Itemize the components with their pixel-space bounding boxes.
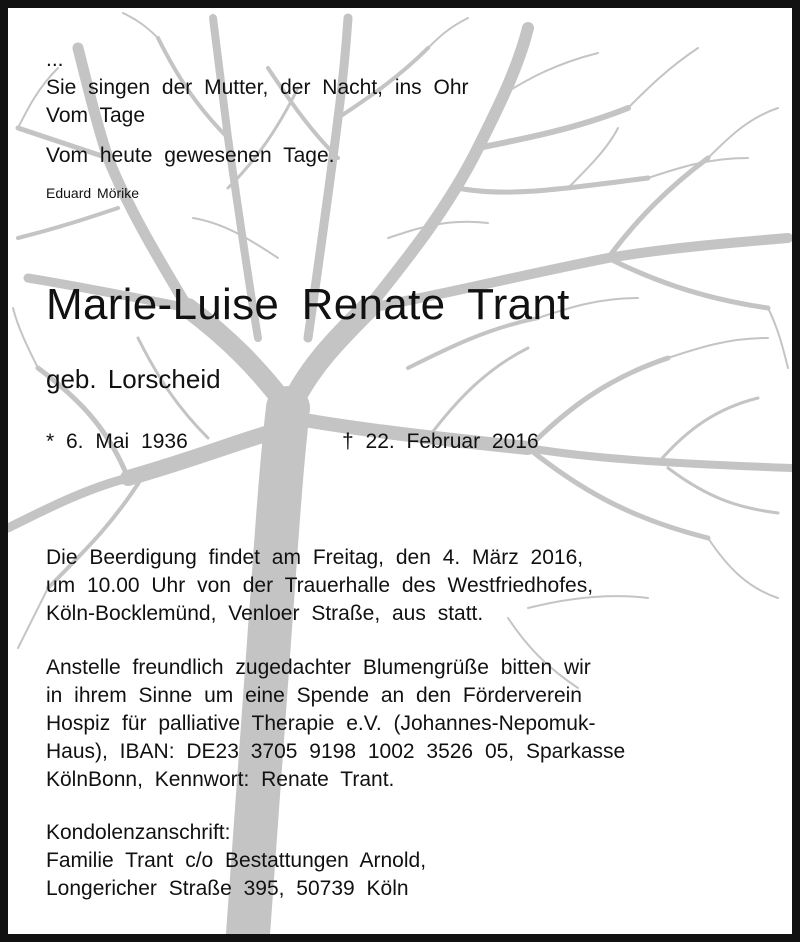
donation-line-3: Hospiz für palliative Therapie e.V. (Johannes-Nepomuk-: [46, 712, 596, 735]
poem-ellipsis: ...: [46, 48, 64, 71]
death-date: † 22. Februar 2016: [342, 430, 539, 453]
condolence-line-1: Familie Trant c/o Bestattungen Arnold,: [46, 849, 427, 872]
condolence-heading: Kondolenzanschrift:: [46, 821, 231, 844]
funeral-line-1: Die Beerdigung findet am Freitag, den 4. März 2016,: [46, 546, 584, 569]
donation-line-1: Anstelle freundlich zugedachter Blumengrüße bitten wir: [46, 656, 591, 679]
funeral-line-3: Köln-Bocklemünd, Venloer Straße, aus statt.: [46, 602, 484, 625]
funeral-line-2: um 10.00 Uhr von der Trauerhalle des Westfriedhofes,: [46, 574, 594, 597]
donation-line-2: in ihrem Sinne um eine Spende an den Förderverein: [46, 684, 582, 707]
poem-line-1: Sie singen der Mutter, der Nacht, ins Ohr: [46, 76, 469, 99]
donation-line-5: KölnBonn, Kennwort: Renate Trant.: [46, 768, 395, 791]
poem-line-2: Vom Tage: [46, 104, 146, 127]
donation-line-4: Haus), IBAN: DE23 3705 9198 1002 3526 05, Sparkasse: [46, 740, 626, 763]
birth-name: geb. Lorscheid: [46, 364, 221, 394]
condolence-line-2: Longericher Straße 395, 50739 Köln: [46, 877, 409, 900]
birth-date: * 6. Mai 1936: [46, 430, 188, 453]
poem-line-3: Vom heute gewesenen Tage.: [46, 144, 335, 167]
deceased-name: Marie-Luise Renate Trant: [46, 280, 570, 329]
poem-author: Eduard Mörike: [46, 185, 140, 201]
